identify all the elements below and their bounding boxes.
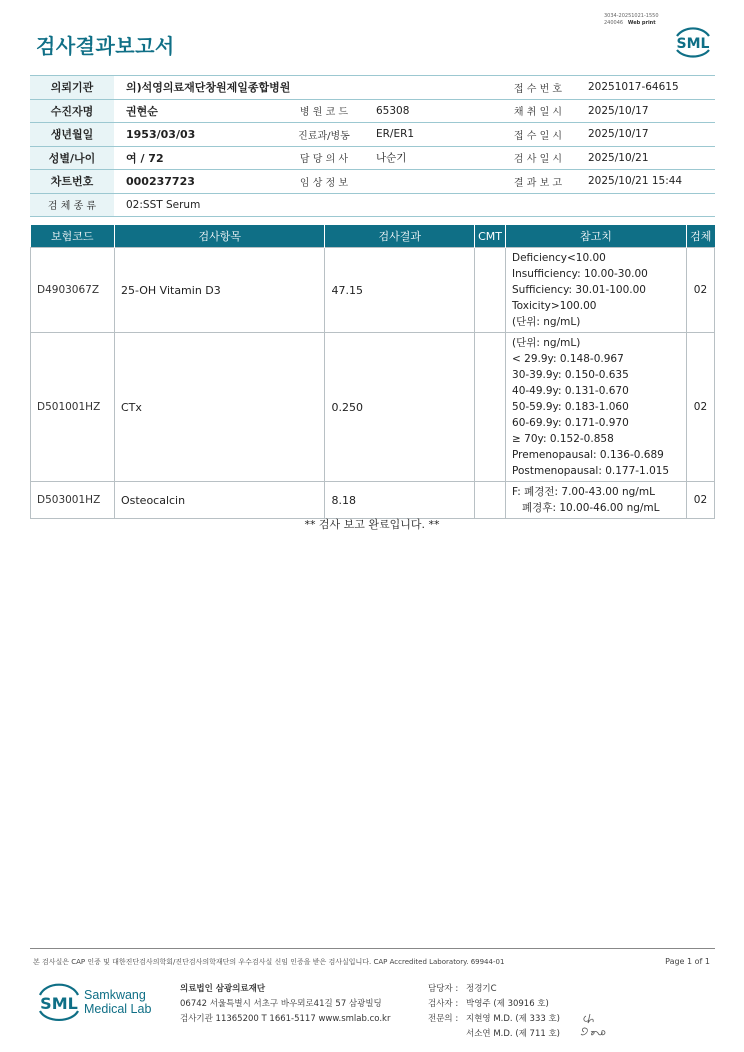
info-row-sex-age [30, 146, 715, 170]
result-date-value: 2025/10/21 15:44 [576, 170, 715, 194]
name-value: 권현순 [114, 99, 284, 123]
info-row-birth [30, 123, 715, 147]
foundation-info [180, 982, 390, 1027]
receipt-date-label: 접 수 일 시 [500, 123, 576, 147]
signature-image [578, 1008, 618, 1040]
reference-line: (단위: ng/mL) [512, 316, 581, 328]
test-result: 8.18 [325, 482, 475, 519]
receipt-no-value: 20251017-64615 [576, 76, 715, 100]
header-ref: 참고치 [506, 225, 687, 248]
reference-line: Insufficiency: 10.00-30.00 [512, 268, 648, 280]
staff-role: 담당자 : [428, 984, 459, 994]
print-id-line1: 3034-20251021-1550 [604, 13, 659, 19]
reference-range [506, 482, 687, 519]
reference-line: < 29.9y: 0.148-0.967 [512, 353, 624, 365]
info-row-name [30, 99, 715, 123]
brand-name [84, 988, 151, 1016]
header-result: 검사결과 [325, 225, 475, 248]
hospital-code-label: 병 원 코 드 [284, 99, 364, 123]
reference-line: 60-69.9y: 0.171-0.970 [512, 417, 629, 429]
doctor-label: 담 당 의 사 [284, 146, 364, 170]
chart-no-label: 차트번호 [30, 170, 114, 194]
receipt-date-value: 2025/10/17 [576, 123, 715, 147]
test-item: CTx [114, 333, 324, 482]
staff-role: 검사자 : [428, 999, 459, 1009]
staff-row [428, 982, 560, 997]
specimen-code: 02 [686, 248, 714, 333]
test-result: 0.250 [325, 333, 475, 482]
reference-line: 30-39.9y: 0.150-0.635 [512, 369, 629, 381]
reference-line: F: 폐경전: 7.00-43.00 ng/mL [512, 486, 655, 498]
report-title: 검사결과보고서 [36, 34, 175, 58]
page-number: Page 1 of 1 [665, 957, 710, 966]
test-date-value: 2025/10/21 [576, 146, 715, 170]
institution-value: 의)석영의료재단창원제일종합병원 [114, 76, 500, 100]
reference-line: 40-49.9y: 0.131-0.670 [512, 385, 629, 397]
foundation-name: 의료법인 삼광의료재단 [180, 984, 266, 994]
sml-logo-footer [36, 980, 82, 1026]
staff-role: 전문의 : [428, 1014, 459, 1024]
staff-row [428, 1012, 560, 1027]
header-cmt: CMT [475, 225, 506, 248]
sex-age-label: 성별/나이 [30, 146, 114, 170]
birth-label: 생년월일 [30, 123, 114, 147]
logo-footer-text: SML [40, 994, 78, 1013]
logo-top-text: SML [676, 36, 710, 52]
staff-row [428, 997, 560, 1012]
reference-range [506, 248, 687, 333]
reference-line: Sufficiency: 30.01-100.00 [512, 284, 646, 296]
info-row-chart [30, 170, 715, 194]
test-item: 25-OH Vitamin D3 [114, 248, 324, 333]
dept-value: ER/ER1 [364, 123, 500, 147]
foundation-contact: 검사기관 11365200 T 1661-5117 www.smlab.co.kr [180, 1014, 391, 1024]
specimen-code: 02 [686, 333, 714, 482]
report-complete-text: ** 검사 보고 완료입니다. ** [304, 518, 440, 531]
staff-name: 박영주 (제 30916 호) [466, 999, 549, 1009]
insurance-code: D501001HZ [31, 333, 115, 482]
print-label: Web print [627, 19, 656, 26]
footer-divider [30, 948, 715, 949]
staff-list [428, 982, 560, 1042]
reference-line: 폐경후: 10.00-46.00 ng/mL [512, 502, 660, 514]
doctor-value: 나순기 [364, 146, 500, 170]
reference-line: ≥ 70y: 0.152-0.858 [512, 433, 614, 445]
info-row-specimen [30, 193, 715, 217]
specimen-value: 02:SST Serum [114, 193, 715, 217]
reference-range [506, 333, 687, 482]
header-spec: 검체 [686, 225, 714, 248]
chart-no-value: 000237723 [114, 170, 284, 194]
reference-line: Deficiency<10.00 [512, 252, 606, 264]
hospital-code-value: 65308 [364, 99, 500, 123]
clinical-label: 임 상 정 보 [284, 170, 364, 194]
staff-name: 정경기C [466, 984, 497, 994]
reference-line: Toxicity>100.00 [512, 300, 597, 312]
info-row-institution [30, 76, 715, 100]
clinical-value [364, 170, 500, 194]
results-table [30, 225, 715, 519]
result-date-label: 결 과 보 고 [500, 170, 576, 194]
insurance-code: D503001HZ [31, 482, 115, 519]
test-item: Osteocalcin [114, 482, 324, 519]
sex-age-value: 여 / 72 [114, 146, 284, 170]
insurance-code: D4903067Z [31, 248, 115, 333]
collect-date-label: 채 취 일 시 [500, 99, 576, 123]
result-row [31, 482, 715, 519]
test-cmt [475, 248, 506, 333]
brand-name-line2: Medical Lab [84, 1002, 152, 1016]
test-cmt [475, 333, 506, 482]
print-id-line2: 240046 [604, 19, 624, 26]
sml-logo-top [672, 24, 714, 60]
print-id [604, 13, 659, 26]
certification-text: 본 검사실은 CAP 인증 및 대한진단검사의학회/진단검사의학재단의 우수검사실 신임 인증을 받은 검사실입니다. CAP Accredited Laboratory. 69944-01 [33, 958, 505, 966]
test-result: 47.15 [325, 248, 475, 333]
foundation-address: 06742 서울특별시 서초구 바우뫼로41길 57 삼광빌딩 [180, 999, 382, 1009]
staff-row [428, 1027, 560, 1042]
brand-name-line1: Samkwang [84, 988, 146, 1002]
staff-name: 서소연 M.D. (제 711 호) [466, 1029, 561, 1039]
result-row [31, 333, 715, 482]
reference-line: Premenopausal: 0.136-0.689 [512, 449, 664, 461]
results-header-row [31, 225, 715, 248]
header-code: 보험코드 [31, 225, 115, 248]
header-item: 검사항목 [114, 225, 324, 248]
name-label: 수진자명 [30, 99, 114, 123]
specimen-label: 검 체 종 류 [30, 193, 114, 217]
birth-value: 1953/03/03 [114, 123, 284, 147]
patient-info-table [30, 75, 715, 217]
result-row [31, 248, 715, 333]
specimen-code: 02 [686, 482, 714, 519]
test-date-label: 검 사 일 시 [500, 146, 576, 170]
reference-line: Postmenopausal: 0.177-1.015 [512, 465, 670, 477]
receipt-no-label: 접 수 번 호 [500, 76, 576, 100]
test-cmt [475, 482, 506, 519]
reference-line: 50-59.9y: 0.183-1.060 [512, 401, 629, 413]
institution-label: 의뢰기관 [30, 76, 114, 100]
collect-date-value: 2025/10/17 [576, 99, 715, 123]
staff-name: 지현영 M.D. (제 333 호) [466, 1014, 561, 1024]
reference-line: (단위: ng/mL) [512, 337, 581, 349]
dept-label: 진료과/병동 [284, 123, 364, 147]
